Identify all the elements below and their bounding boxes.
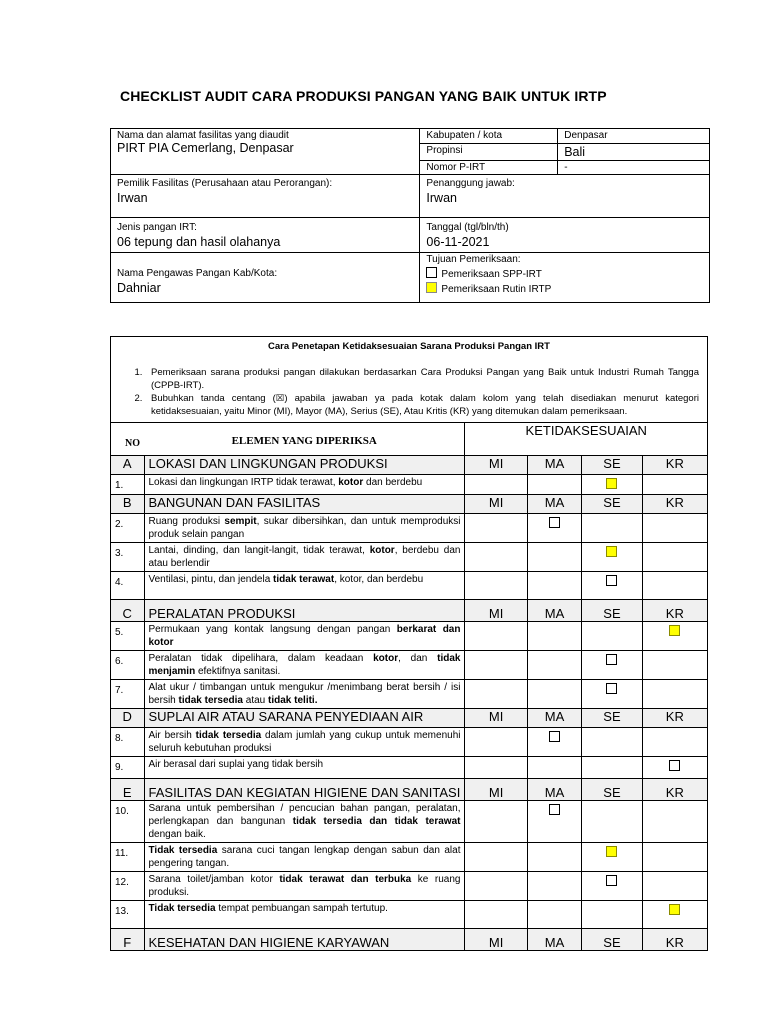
category-header-kr: KR: [642, 929, 707, 951]
item-text: Ruang produksi sempit, sukar dibersihkan, dan untuk memproduksi produk selain pangan: [144, 514, 465, 543]
empty-box-icon[interactable]: [549, 731, 560, 742]
mark-cell-ma[interactable]: [527, 901, 582, 929]
tanggal-value: 06-11-2021: [426, 235, 490, 249]
nomor-value: -: [564, 162, 568, 173]
empty-box-icon[interactable]: [606, 654, 617, 665]
mark-cell-kr[interactable]: [642, 680, 707, 709]
empty-box-icon[interactable]: [606, 875, 617, 886]
owner-value: Irwan: [117, 191, 148, 205]
item-text: Peralatan tidak dipelihara, dalam keadaan kotor, dan tidak menjamin efektifnya sanitasi.: [144, 651, 465, 680]
mark-cell-se[interactable]: [582, 680, 642, 709]
empty-box-icon[interactable]: [549, 517, 560, 528]
mark-cell-kr[interactable]: [642, 514, 707, 543]
mark-cell-kr[interactable]: [642, 622, 707, 651]
category-header-ma: MA: [527, 495, 582, 514]
mark-cell-kr[interactable]: [642, 475, 707, 495]
checklist-caption: Cara Penetapan Ketidaksesuaian Sarana Produksi Pangan IRT: [111, 337, 708, 355]
mark-cell-ma[interactable]: [527, 622, 582, 651]
section-name: LOKASI DAN LINGKUNGAN PRODUKSI: [144, 456, 465, 475]
checklist-row: [111, 680, 708, 709]
tanggal-cell: [420, 218, 710, 253]
checklist-row: [111, 622, 708, 651]
category-header-mi: MI: [465, 779, 527, 801]
pengawas-value: Dahniar: [117, 281, 161, 295]
owner-cell: [111, 175, 420, 218]
mark-cell-mi[interactable]: [465, 622, 527, 651]
mark-cell-ma[interactable]: [527, 872, 582, 901]
mark-cell-ma[interactable]: [527, 475, 582, 495]
mark-cell-ma[interactable]: [527, 728, 582, 757]
item-text: Ventilasi, pintu, dan jendela tidak terawat, kotor, dan berdebu: [144, 572, 465, 600]
item-number: 4.: [111, 572, 145, 600]
item-text: Lantai, dinding, dan langit-langit, tidak terawat, kotor, berdebu dan atau berlendir: [144, 543, 465, 572]
checklist-row: [111, 872, 708, 901]
item-number: 1.: [111, 475, 145, 495]
checklist-row: [111, 543, 708, 572]
mark-cell-se[interactable]: [582, 843, 642, 872]
category-header-mi: MI: [465, 456, 527, 475]
header-ketidaksesuaian-label: KETIDAKSESUAIAN: [525, 423, 647, 438]
checklist-row: [111, 475, 708, 495]
checked-box-icon[interactable]: [606, 478, 617, 489]
spp-irt-option-label: Pemeriksaan SPP-IRT: [441, 269, 542, 280]
category-header-kr: KR: [642, 495, 707, 514]
mark-cell-se[interactable]: [582, 801, 642, 843]
section-row-d: [111, 709, 708, 728]
category-header-mi: MI: [465, 495, 527, 514]
category-header-se: SE: [582, 779, 642, 801]
mark-cell-mi[interactable]: [465, 514, 527, 543]
item-number: 3.: [111, 543, 145, 572]
checklist-row: [111, 843, 708, 872]
mark-cell-mi[interactable]: [465, 543, 527, 572]
empty-box-icon[interactable]: [606, 683, 617, 694]
kabupaten-label-cell: [420, 129, 558, 144]
item-number: 2.: [111, 514, 145, 543]
mark-cell-mi[interactable]: [465, 801, 527, 843]
mark-cell-se[interactable]: [582, 543, 642, 572]
header-elemen: [144, 423, 465, 456]
pj-label: Penanggung jawab:: [426, 178, 515, 189]
mark-cell-ma[interactable]: [527, 543, 582, 572]
item-text: Tidak tersedia sarana cuci tangan lengkap dengan sabun dan alat pengering tangan.: [144, 843, 465, 872]
category-header-se: SE: [582, 495, 642, 514]
section-letter: A: [111, 456, 145, 475]
facility-label: Nama dan alamat fasilitas yang diaudit: [117, 130, 289, 141]
kabupaten-value: Denpasar: [564, 130, 608, 141]
mark-cell-kr[interactable]: [642, 801, 707, 843]
section-row-c: [111, 600, 708, 622]
checklist-row: [111, 801, 708, 843]
header-no-label: NO: [125, 438, 140, 449]
item-number: 12.: [111, 872, 145, 901]
instructions: [111, 354, 708, 423]
section-letter: B: [111, 495, 145, 514]
header-elemen-label: ELEMEN YANG DIPERIKSA: [231, 435, 377, 447]
empty-box-icon[interactable]: [549, 804, 560, 815]
mark-cell-se[interactable]: [582, 572, 642, 600]
checked-box-icon[interactable]: [606, 846, 617, 857]
owner-label: Pemilik Fasilitas (Perusahaan atau Perorangan):: [117, 178, 333, 189]
mark-cell-kr[interactable]: [642, 728, 707, 757]
item-number: 7.: [111, 680, 145, 709]
nomor-label-cell: [420, 161, 558, 175]
pj-cell: [420, 175, 710, 218]
category-header-kr: KR: [642, 709, 707, 728]
facility-cell: [111, 129, 420, 175]
checklist-row: [111, 901, 708, 929]
mark-cell-mi[interactable]: [465, 843, 527, 872]
mark-cell-mi[interactable]: [465, 680, 527, 709]
item-number: 11.: [111, 843, 145, 872]
category-header-ma: MA: [527, 929, 582, 951]
mark-cell-mi[interactable]: [465, 572, 527, 600]
mark-cell-ma[interactable]: [527, 843, 582, 872]
mark-cell-ma[interactable]: [527, 801, 582, 843]
tujuan-label: Tujuan Pemeriksaan:: [426, 254, 521, 265]
kabupaten-value-cell: [558, 129, 710, 144]
section-letter: E: [111, 779, 145, 801]
item-text: Sarana toilet/jamban kotor tidak terawat dan terbuka ke ruang produksi.: [144, 872, 465, 901]
category-header-kr: KR: [642, 456, 707, 475]
checklist-table: [110, 336, 708, 951]
category-header-ma: MA: [527, 600, 582, 622]
mark-cell-ma[interactable]: [527, 572, 582, 600]
pengawas-label: Nama Pengawas Pangan Kab/Kota:: [117, 268, 278, 279]
section-letter: F: [111, 929, 145, 951]
checklist-row: [111, 651, 708, 680]
tujuan-cell: [420, 253, 710, 303]
category-header-mi: MI: [465, 709, 527, 728]
checked-box-icon[interactable]: [669, 904, 680, 915]
checklist-row: [111, 514, 708, 543]
category-header-mi: MI: [465, 600, 527, 622]
item-text: Permukaan yang kontak langsung dengan pangan berkarat dan kotor: [144, 622, 465, 651]
propinsi-label-cell: [420, 144, 558, 161]
jenis-cell: [111, 218, 420, 253]
section-row-b: [111, 495, 708, 514]
section-letter: C: [111, 600, 145, 622]
category-header-kr: KR: [642, 600, 707, 622]
empty-box-icon[interactable]: [669, 760, 680, 771]
section-letter: D: [111, 709, 145, 728]
item-number: 13.: [111, 901, 145, 929]
header-ketidaksesuaian: [465, 423, 708, 456]
section-row-e: [111, 779, 708, 801]
mark-cell-kr[interactable]: [642, 757, 707, 779]
nomor-value-cell: [558, 161, 710, 175]
item-text: Lokasi dan lingkungan IRTP tidak terawat, kotor dan berdebu: [144, 475, 465, 495]
propinsi-value-cell: [558, 144, 710, 161]
instruction-item: 1. Pemeriksaan sarana produksi pangan dilakukan berdasarkan Cara Produksi Pangan yang Baik untuk Industri Rumah Tangga (CPPB-IRT).: [145, 366, 699, 392]
mark-cell-se[interactable]: [582, 475, 642, 495]
mark-cell-kr[interactable]: [642, 651, 707, 680]
mark-cell-mi[interactable]: [465, 475, 527, 495]
page-title: CHECKLIST AUDIT CARA PRODUKSI PANGAN YANG BAIK UNTUK IRTP: [120, 88, 607, 104]
rutin-irtp-option-label: Pemeriksaan Rutin IRTP: [441, 284, 552, 295]
category-header-se: SE: [582, 929, 642, 951]
mark-cell-kr[interactable]: [642, 572, 707, 600]
section-name: KESEHATAN DAN HIGIENE KARYAWAN: [144, 929, 465, 951]
jenis-value: 06 tepung dan hasil olahanya: [117, 235, 281, 249]
mark-cell-kr[interactable]: [642, 901, 707, 929]
mark-cell-mi[interactable]: [465, 901, 527, 929]
item-number: 10.: [111, 801, 145, 843]
mark-cell-kr[interactable]: [642, 543, 707, 572]
facility-value: PIRT PIA Cemerlang, Denpasar: [117, 141, 294, 155]
category-header-se: SE: [582, 709, 642, 728]
item-number: 9.: [111, 757, 145, 779]
jenis-label: Jenis pangan IRT:: [117, 222, 197, 233]
item-number: 6.: [111, 651, 145, 680]
mark-cell-mi[interactable]: [465, 651, 527, 680]
mark-cell-mi[interactable]: [465, 728, 527, 757]
propinsi-label: Propinsi: [426, 145, 463, 156]
section-name: BANGUNAN DAN FASILITAS: [144, 495, 465, 514]
mark-cell-se[interactable]: [582, 872, 642, 901]
section-row-a: [111, 456, 708, 475]
item-text: Sarana untuk pembersihan / pencucian bahan pangan, peralatan, perlengkapan dan bangunan tidak tersedia dan tidak terawat dengan baik.: [144, 801, 465, 843]
mark-cell-se[interactable]: [582, 728, 642, 757]
header-no: [111, 423, 145, 456]
propinsi-value: Bali: [564, 145, 586, 159]
mark-cell-kr[interactable]: [642, 872, 707, 901]
mark-cell-se[interactable]: [582, 901, 642, 929]
rutin-irtp-checkbox[interactable]: [426, 282, 437, 293]
checked-box-icon[interactable]: [606, 546, 617, 557]
mark-cell-se[interactable]: [582, 622, 642, 651]
item-text: Tidak tersedia tempat pembuangan sampah tertutup.: [144, 901, 465, 929]
spp-irt-checkbox[interactable]: [426, 267, 437, 278]
section-name: FASILITAS DAN KEGIATAN HIGIENE DAN SANITASI: [144, 779, 465, 801]
category-header-se: SE: [582, 600, 642, 622]
pj-value: Irwan: [426, 191, 457, 205]
facility-info-table: [110, 128, 710, 303]
category-header-se: SE: [582, 456, 642, 475]
nomor-label: Nomor P-IRT: [426, 162, 486, 173]
category-header-kr: KR: [642, 779, 707, 801]
category-header-mi: MI: [465, 929, 527, 951]
section-name: SUPLAI AIR ATAU SARANA PENYEDIAAN AIR: [144, 709, 465, 728]
mark-cell-mi[interactable]: [465, 872, 527, 901]
item-text: Air berasal dari suplai yang tidak bersih: [144, 757, 465, 779]
category-header-ma: MA: [527, 709, 582, 728]
kabupaten-label: Kabupaten / kota: [426, 130, 503, 141]
mark-cell-se[interactable]: [582, 514, 642, 543]
mark-cell-se[interactable]: [582, 757, 642, 779]
checked-box-icon[interactable]: [669, 625, 680, 636]
mark-cell-mi[interactable]: [465, 757, 527, 779]
item-number: 5.: [111, 622, 145, 651]
pengawas-cell: [111, 253, 420, 303]
mark-cell-se[interactable]: [582, 651, 642, 680]
mark-cell-ma[interactable]: [527, 651, 582, 680]
checklist-row: [111, 728, 708, 757]
empty-box-icon[interactable]: [606, 575, 617, 586]
item-text: Air bersih tidak tersedia dalam jumlah yang cukup untuk memenuhi seluruh kebutuhan produksi: [144, 728, 465, 757]
mark-cell-kr[interactable]: [642, 843, 707, 872]
section-name: PERALATAN PRODUKSI: [144, 600, 465, 622]
instruction-item: 2. Bubuhkan tanda centang (☒) apabila jawaban ya pada kotak dalam kolom yang telah disediakan menurut kategori ketidaksesuaian, yaitu Minor (MI), Mayor (MA), Serius (SE), Atau Kritis (KR) yang ditemukan dalam pemeriksaan.: [145, 392, 699, 418]
mark-cell-ma[interactable]: [527, 514, 582, 543]
category-header-ma: MA: [527, 456, 582, 475]
item-text: Alat ukur / timbangan untuk mengukur /menimbang berat bersih / isi bersih tidak tersedia atau tidak teliti.: [144, 680, 465, 709]
mark-cell-ma[interactable]: [527, 757, 582, 779]
category-header-ma: MA: [527, 779, 582, 801]
checklist-row: [111, 757, 708, 779]
section-row-f: [111, 929, 708, 951]
mark-cell-ma[interactable]: [527, 680, 582, 709]
tanggal-label: Tanggal (tgl/bln/th): [426, 222, 509, 233]
item-number: 8.: [111, 728, 145, 757]
checklist-row: [111, 572, 708, 600]
